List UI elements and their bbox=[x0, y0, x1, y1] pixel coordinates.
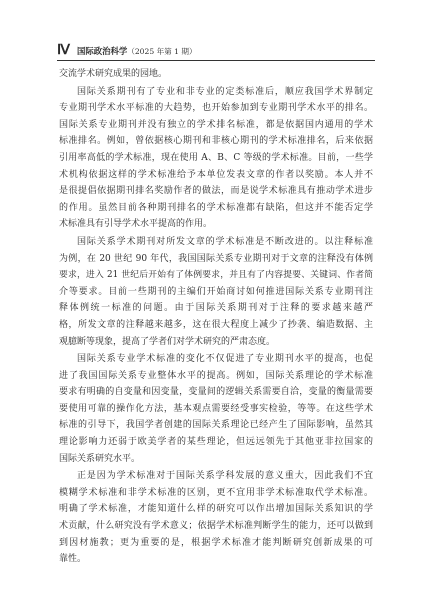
page-number: Ⅳ bbox=[57, 43, 69, 58]
article-body bbox=[59, 66, 373, 568]
text-line: 理论影响力还弱于欧美学者的某些理论，但远远领先于其他亚非拉国家的 bbox=[59, 437, 373, 448]
text-line: 模糊学术标准和非学术标准的区别，更不宜用非学术标准取代学术标准。 bbox=[59, 487, 373, 498]
text-line: 释体例统一标准的问题。由于国际关系期刊对于注释的要求越来越严 bbox=[59, 303, 373, 314]
text-line: 正是因为学术标准对于国际关系学科发展的意义重大，因此我们不宜 bbox=[77, 471, 373, 482]
text-line: 专业期刊学术水平标准的大趋势，也开始参加到专业期刊学术水平的排名。 bbox=[59, 103, 373, 114]
text-line: 交流学术研究成果的园地。 bbox=[59, 69, 168, 79]
text-line: 引用率高低的学术标准，现在使用 A、B、C 等级的学术标准。目前，一些学 bbox=[59, 152, 373, 163]
text-line: 国际关系专业期刊并没有独立的学术排名标准，都是依据国内通用的学术 bbox=[59, 119, 373, 130]
text-line: 国际关系期刊有了专业和非专业的定类标准后，顺应我国学术界制定 bbox=[77, 86, 373, 97]
text-line: 明确了学术标准，才能知道什么样的研究可以作出增加国际关系知识的学 bbox=[59, 504, 373, 515]
text-line: 的作用。虽然目前各种期刊排名的学术标准都有缺陷，但这并不能否定学 bbox=[59, 202, 373, 213]
text-line: 为例，在 20 世纪 90 年代，我国国际关系专业期刊对于文章的注释没有体例 bbox=[59, 253, 373, 264]
text-line: 标准排名。例如，曾依据核心期刊和非核心期刊的学术标准排名，后来依据 bbox=[59, 136, 373, 147]
text-line: 术标准具有引导学术水平提高的作用。 bbox=[59, 219, 213, 230]
text-line: 介等要求。目前一些期刊的主编们开始商讨如何推进国际关系专业期刊注 bbox=[59, 286, 373, 297]
paragraph bbox=[59, 84, 373, 233]
text-line: 靠性。 bbox=[59, 554, 87, 565]
text-line: 要使用可靠的操作化方法，基本观点需要经受事实检验，等等。在这些学术 bbox=[59, 403, 373, 414]
text-line: 国际关系专业学术标准的变化不仅促进了专业期刊水平的提高，也促 bbox=[77, 354, 373, 365]
text-line: 国际关系学术期刊对所发文章的学术标准是不断改进的。以注释标准 bbox=[77, 236, 373, 247]
paragraph bbox=[59, 234, 373, 350]
text-line: 术贡献，什么研究没有学术意义；依据学术标准判断学生的能力，还可以做到 bbox=[59, 521, 373, 532]
paragraph bbox=[59, 351, 373, 467]
text-line: 进了我国国际关系专业整体水平的提高。例如，国际关系理论的学术标准 bbox=[59, 370, 373, 381]
paragraph bbox=[59, 66, 373, 83]
text-line: 要求有明确的自变量和因变量，变量间的逻辑关系需要自洽，变量的衡量需要 bbox=[59, 387, 373, 398]
journal-issue: （2025 年第 1 期） bbox=[127, 47, 197, 56]
header-rule bbox=[57, 60, 375, 61]
text-line: 要求，进入 21 世纪后开始有了体例要求，并且有了内容提要、关键词、作者简 bbox=[59, 270, 373, 281]
text-line: 是很提倡依据期刊排名奖励作者的做法，而是说学术标准具有推动学术进步 bbox=[59, 186, 373, 197]
running-header bbox=[57, 43, 375, 59]
text-line: 格，所发文章的注释越来越多，这在很大程度上减少了抄袭、编造数据、主 bbox=[59, 319, 373, 330]
journal-title bbox=[77, 45, 197, 58]
text-line: 到因材施教；更为重要的是，根据学术标准才能判断研究创新成果的可 bbox=[59, 537, 373, 548]
text-line: 标准的引导下，我国学者创建的国际关系理论已经产生了国际影响，虽然其 bbox=[59, 420, 373, 431]
paragraph bbox=[59, 468, 373, 568]
journal-name: 国际政治科学 bbox=[77, 46, 128, 56]
text-line: 观臆断等现象，提高了学者们对学术研究的严肃态度。 bbox=[59, 336, 276, 347]
text-line: 术机构依据这样的学术标准给予本单位发表文章的作者以奖励。本人并不 bbox=[59, 169, 373, 180]
text-line: 国际关系研究水平。 bbox=[59, 453, 141, 464]
